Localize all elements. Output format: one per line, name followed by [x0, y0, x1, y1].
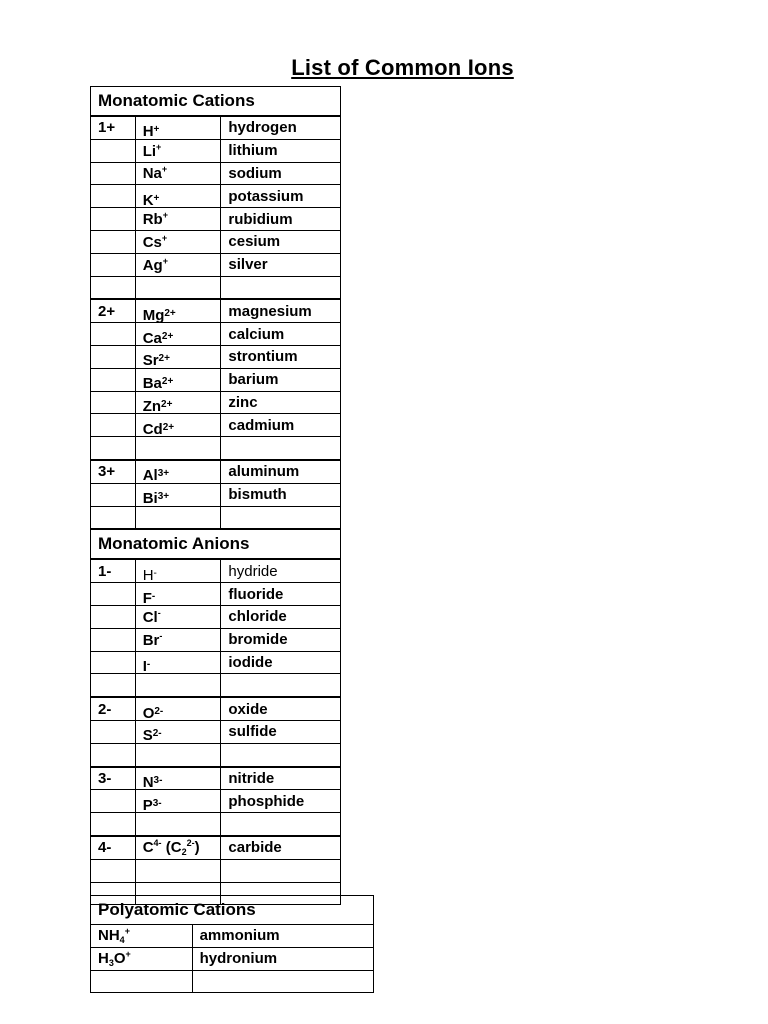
formula	[143, 234, 167, 251]
ion-charge: +	[153, 192, 160, 204]
formula-cell	[135, 116, 221, 139]
formula-cell	[135, 253, 221, 276]
ion-name: nitride	[221, 767, 341, 790]
ion-row	[91, 391, 341, 414]
subscript: 2	[181, 847, 187, 858]
element-symbol: Br	[142, 631, 160, 649]
formula-cell	[135, 583, 221, 606]
ion-row	[91, 743, 341, 766]
ion-name: aluminum	[221, 460, 341, 483]
ion-row	[91, 559, 341, 582]
charge-cell: 4-	[91, 836, 136, 859]
ion-row	[91, 253, 341, 276]
monatomic-anions-heading: Monatomic Anions	[91, 529, 341, 559]
ion-row	[91, 628, 341, 651]
ion-charge: -	[159, 630, 163, 641]
ion-charge: 2+	[158, 353, 170, 365]
ion-row	[91, 605, 341, 628]
formula	[143, 123, 160, 140]
charge-cell	[91, 368, 136, 391]
element-symbol: Mg	[142, 306, 165, 324]
ion-name: rubidium	[221, 208, 341, 231]
ion-charge: +	[125, 949, 131, 960]
formula	[143, 330, 174, 347]
formula	[143, 467, 169, 484]
element-symbol: Cd	[142, 420, 163, 438]
charge-cell	[91, 674, 136, 697]
ion-row	[91, 437, 341, 460]
ion-name	[221, 506, 341, 529]
formula-cell	[135, 836, 221, 859]
ion-name	[221, 674, 341, 697]
formula	[143, 727, 162, 744]
charge-cell	[91, 185, 136, 208]
polyatomic-cations-heading: Polyatomic Cations	[91, 896, 374, 925]
charge-cell	[91, 790, 136, 813]
ion-name: silver	[221, 253, 341, 276]
formula-cell	[135, 162, 221, 185]
element-symbol: F	[142, 589, 152, 607]
charge-cell	[91, 253, 136, 276]
element-symbol: Cs	[142, 233, 162, 251]
ion-row	[91, 813, 341, 836]
charge-cell	[91, 859, 136, 882]
formula	[143, 192, 160, 209]
formula-cell	[135, 414, 221, 437]
element-symbol: I	[142, 657, 147, 675]
ion-name: fluoride	[221, 583, 341, 606]
ion-charge: +	[124, 926, 130, 937]
ion-row	[91, 299, 341, 322]
subscript: 4	[119, 935, 125, 946]
formula-cell	[135, 276, 221, 299]
charge-cell: 2+	[91, 299, 136, 322]
ion-charge: 2+	[164, 307, 176, 319]
element-symbol: K	[142, 191, 154, 209]
formula-cell	[135, 437, 221, 460]
ion-name: hydride	[221, 559, 341, 582]
ion-row	[91, 506, 341, 529]
formula-cell	[135, 720, 221, 743]
element-symbol: P	[142, 796, 153, 814]
charge-cell: 1-	[91, 559, 136, 582]
formula-cell	[91, 947, 193, 970]
subscript: 3	[108, 958, 114, 969]
ion-charge: 4-	[153, 838, 162, 849]
ion-name: hydrogen	[221, 116, 341, 139]
ion-row	[91, 859, 341, 882]
ion-row	[91, 162, 341, 185]
formula-cell	[135, 185, 221, 208]
formula-cell	[135, 208, 221, 231]
charge-cell	[91, 230, 136, 253]
charge-cell	[91, 743, 136, 766]
ion-name: lithium	[221, 139, 341, 162]
ion-row	[91, 139, 341, 162]
ion-charge: 3-	[153, 774, 163, 786]
element-symbol: Bi	[142, 490, 158, 508]
formula	[143, 590, 156, 607]
ion-name	[221, 743, 341, 766]
ion-charge: 2-	[186, 838, 195, 849]
formula	[143, 567, 157, 584]
ion-charge: 3-	[152, 797, 162, 809]
ion-name: bromide	[221, 628, 341, 651]
page-title: List of Common Ions	[291, 55, 514, 80]
formula-cell	[91, 970, 193, 993]
ion-row	[91, 230, 341, 253]
formula-extra: (C	[161, 839, 182, 857]
ion-name: barium	[221, 368, 341, 391]
ion-charge: +	[162, 210, 168, 221]
ion-charge: 2+	[161, 376, 174, 388]
formula-cell	[135, 323, 221, 346]
charge-cell	[91, 208, 136, 231]
formula	[143, 797, 162, 814]
ion-charge: 2+	[161, 330, 174, 342]
ion-charge: 2-	[154, 705, 164, 717]
formula-cell	[135, 230, 221, 253]
formula	[143, 352, 170, 369]
element-symbol: Ca	[142, 329, 162, 347]
ion-row	[91, 925, 374, 948]
ion-row	[91, 276, 341, 299]
formula-cell	[135, 559, 221, 582]
formula-cell	[135, 697, 221, 720]
formula	[143, 490, 169, 507]
ion-name: cadmium	[221, 414, 341, 437]
ion-charge: 3+	[157, 491, 170, 503]
formula-cell	[135, 813, 221, 836]
element-symbol: Na	[142, 165, 162, 183]
ion-row	[91, 720, 341, 743]
element-symbol: Li	[142, 142, 157, 160]
formula-cell	[135, 651, 221, 674]
formula	[143, 257, 168, 274]
charge-cell	[91, 391, 136, 414]
element-symbol: Ag	[142, 256, 163, 274]
ion-row	[91, 790, 341, 813]
formula-cell	[135, 299, 221, 322]
ion-name: strontium	[221, 345, 341, 368]
charge-cell	[91, 506, 136, 529]
formula	[143, 609, 161, 626]
charge-cell: 1+	[91, 116, 136, 139]
formula-cell	[135, 674, 221, 697]
ion-name: calcium	[221, 323, 341, 346]
charge-cell: 3-	[91, 767, 136, 790]
ion-name: bismuth	[221, 483, 341, 506]
ion-charge: +	[161, 164, 168, 175]
element-symbol: S	[142, 727, 153, 745]
formula-cell	[135, 605, 221, 628]
ion-name: magnesium	[221, 299, 341, 322]
ion-row	[91, 460, 341, 483]
ion-charge: -	[151, 590, 156, 602]
formula-cell	[91, 925, 193, 948]
ion-name: sulfide	[221, 720, 341, 743]
ion-name	[221, 276, 341, 299]
ion-row	[91, 368, 341, 391]
ion-name: chloride	[221, 605, 341, 628]
ion-charge: +	[153, 124, 160, 136]
formula-cell	[135, 391, 221, 414]
formula	[143, 705, 164, 722]
formula	[143, 632, 163, 649]
ion-name: ammonium	[192, 925, 373, 948]
ion-charge: +	[156, 141, 162, 152]
ion-row	[91, 836, 341, 859]
ion-charge: 2+	[161, 398, 173, 410]
formula-cell	[135, 628, 221, 651]
formula-cell	[135, 743, 221, 766]
charge-cell	[91, 139, 136, 162]
ion-name	[192, 970, 373, 993]
charge-cell	[91, 276, 136, 299]
ion-name: carbide	[221, 836, 341, 859]
ion-name: oxide	[221, 697, 341, 720]
formula-cell	[135, 790, 221, 813]
formula	[143, 143, 162, 160]
charge-cell: 2-	[91, 697, 136, 720]
element-symbol: NH	[98, 927, 120, 945]
formula	[143, 165, 167, 182]
formula-cell	[135, 767, 221, 790]
formula-cell	[135, 460, 221, 483]
charge-cell	[91, 605, 136, 628]
ion-row	[91, 414, 341, 437]
ion-name: cesium	[221, 230, 341, 253]
formula-cell	[135, 506, 221, 529]
formula-cell	[135, 139, 221, 162]
ion-name	[221, 859, 341, 882]
ion-name: potassium	[221, 185, 341, 208]
ion-row	[91, 767, 341, 790]
ion-charge: +	[162, 255, 168, 266]
ion-charge: -	[157, 607, 161, 618]
element-symbol: Sr	[142, 352, 159, 370]
ion-row	[91, 483, 341, 506]
charge-cell: 3+	[91, 460, 136, 483]
ion-charge: +	[161, 232, 168, 243]
ion-row	[91, 583, 341, 606]
ion-row	[91, 345, 341, 368]
ion-charge: 2+	[162, 421, 175, 433]
ion-name	[221, 437, 341, 460]
anions-header-row	[91, 529, 341, 559]
element-symbol: Ba	[142, 375, 162, 393]
charge-cell	[91, 162, 136, 185]
element-symbol: Zn	[142, 397, 162, 415]
polyatomic-cations-table	[90, 895, 374, 993]
ion-name: phosphide	[221, 790, 341, 813]
monatomic-cations-heading: Monatomic Cations	[91, 87, 341, 117]
element-symbol: N	[142, 773, 154, 791]
element-symbol: O	[113, 950, 126, 968]
charge-cell	[91, 483, 136, 506]
formula-cell	[135, 368, 221, 391]
ion-charge: -	[146, 658, 151, 670]
formula	[143, 421, 174, 438]
formula-cell	[135, 345, 221, 368]
formula-cell	[135, 483, 221, 506]
formula	[143, 658, 151, 675]
formula	[143, 774, 163, 791]
element-symbol: H	[98, 950, 109, 968]
ion-name: hydronium	[192, 947, 373, 970]
formula-cell	[135, 859, 221, 882]
ion-row	[91, 185, 341, 208]
element-symbol: O	[142, 704, 155, 722]
ion-row	[91, 116, 341, 139]
ion-name: sodium	[221, 162, 341, 185]
charge-cell	[91, 628, 136, 651]
ion-row	[91, 674, 341, 697]
formula	[143, 375, 174, 392]
ion-row	[91, 970, 374, 993]
ion-charge: 2-	[152, 728, 162, 740]
charge-cell	[91, 437, 136, 460]
element-symbol: Al	[142, 467, 158, 485]
element-symbol: H	[142, 123, 154, 141]
ion-charge: -	[153, 567, 157, 579]
element-symbol: H	[142, 566, 154, 584]
formula	[143, 839, 200, 856]
charge-cell	[91, 813, 136, 836]
monatomic-ions-table	[90, 86, 341, 905]
formula-extra: )	[194, 839, 200, 857]
charge-cell	[91, 720, 136, 743]
ion-row	[91, 697, 341, 720]
formula	[143, 211, 168, 228]
formula	[143, 398, 173, 415]
element-symbol: Rb	[142, 211, 163, 229]
charge-cell	[91, 651, 136, 674]
element-symbol: Cl	[142, 608, 158, 626]
ion-row	[91, 947, 374, 970]
charge-cell	[91, 345, 136, 368]
ion-row	[91, 323, 341, 346]
formula	[143, 307, 176, 324]
ion-charge: 3+	[157, 468, 170, 480]
charge-cell	[91, 323, 136, 346]
charge-cell	[91, 583, 136, 606]
ion-name: zinc	[221, 391, 341, 414]
charge-cell	[91, 414, 136, 437]
ion-name: iodide	[221, 651, 341, 674]
element-symbol: C	[142, 839, 154, 857]
ion-name	[221, 813, 341, 836]
ion-row	[91, 208, 341, 231]
ion-row	[91, 651, 341, 674]
